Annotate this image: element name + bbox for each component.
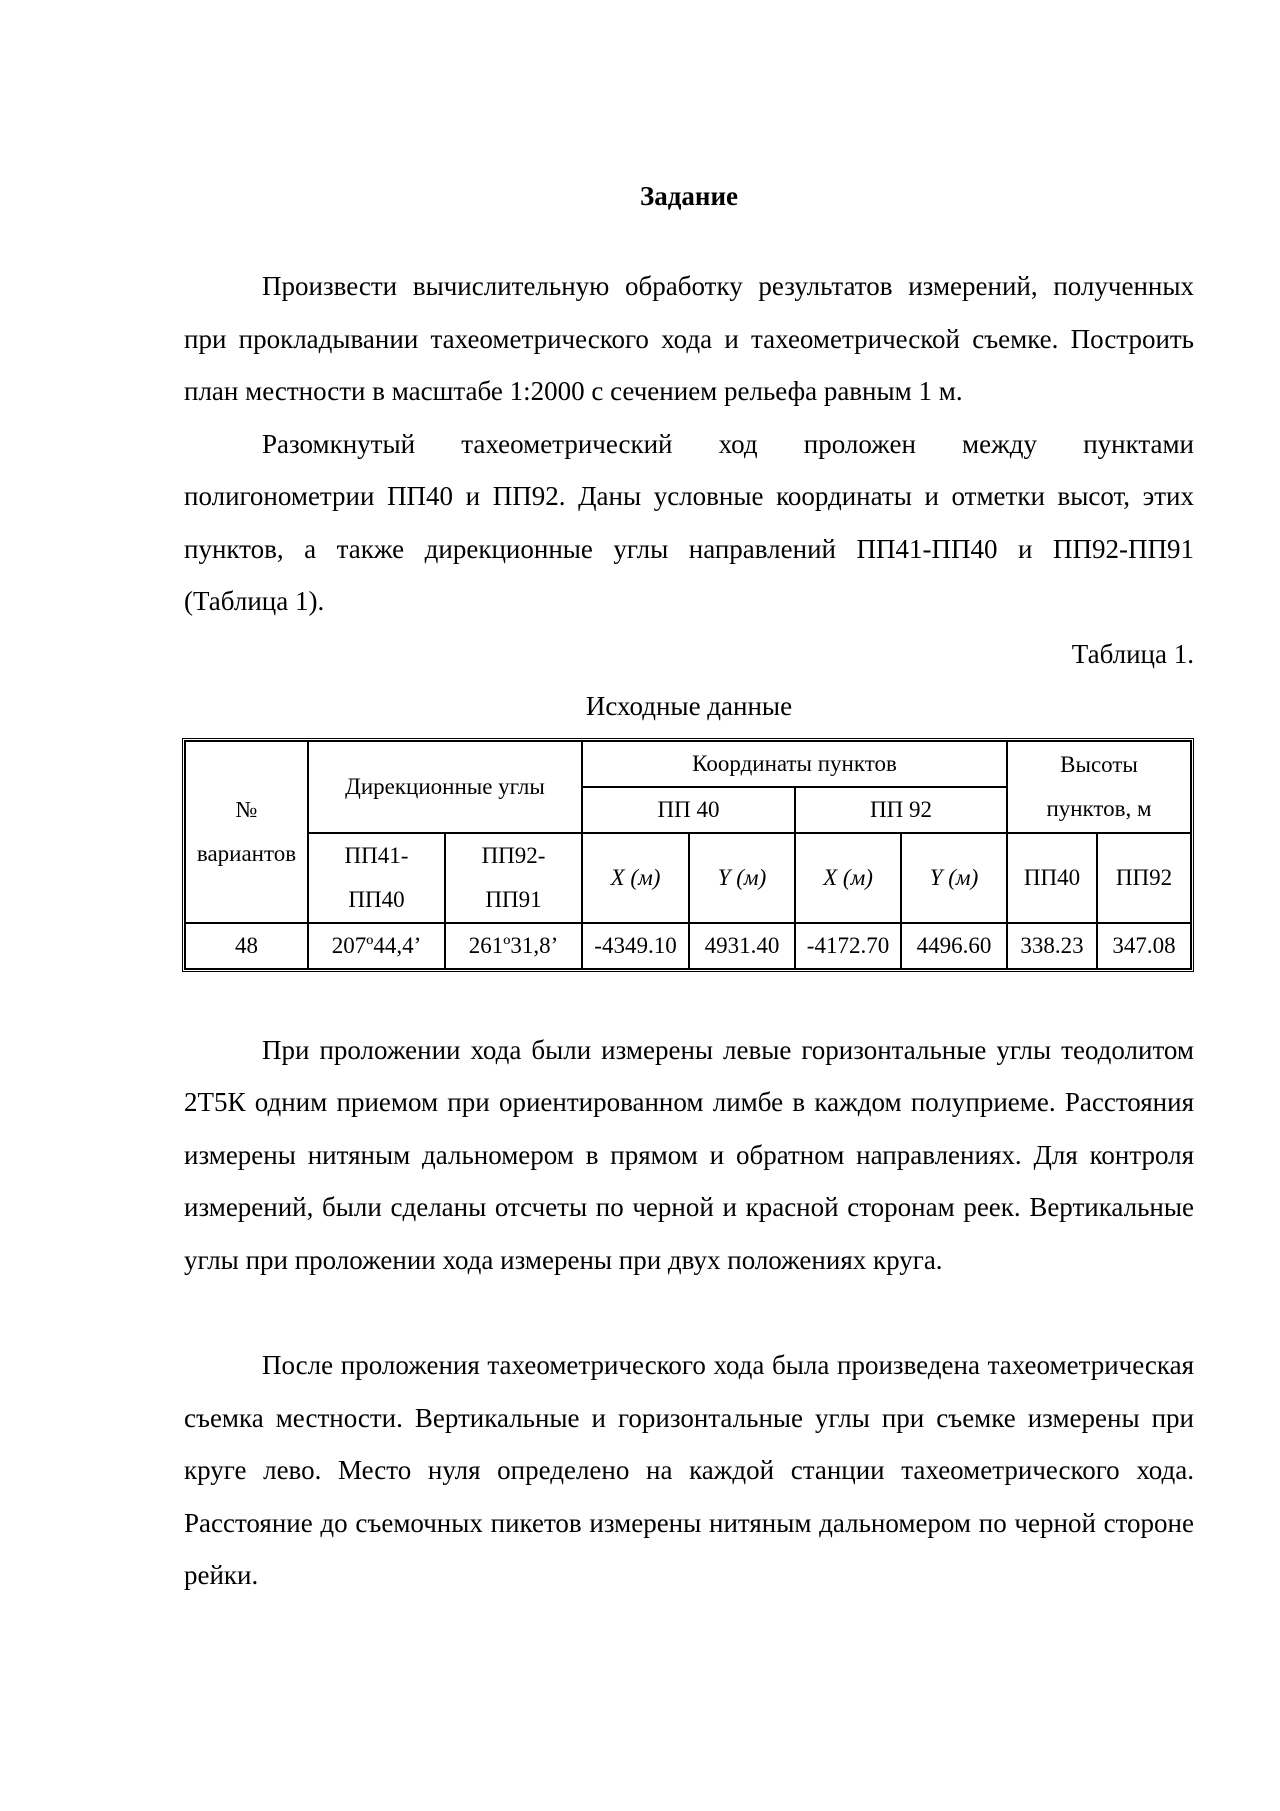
cell-variant: 48 xyxy=(185,923,308,969)
header-pp41-pp40 xyxy=(308,833,445,923)
paragraph-traverse: Разомкнутый тахеометрический ход проложен между пунктами полигонометрии ПП40 и ПП92. Даны условные координаты и отметки высот, этих пунктов, а также дирекционные углы направлений ПП41-ПП40 и ПП92-ПП91 (Таблица 1). xyxy=(184,428,1194,616)
header-heights xyxy=(1007,741,1191,833)
header-coords: Координаты пунктов xyxy=(582,741,1007,787)
document-page xyxy=(184,150,1194,1602)
header-x-pp92: X (м) xyxy=(795,833,901,923)
cell-x-pp92: -4172.70 xyxy=(795,923,901,969)
header-heights-line1: Высоты xyxy=(1060,751,1138,777)
table-caption: Исходные данные xyxy=(585,690,793,721)
header-pp92-pp91-line1: ПП92- xyxy=(481,842,546,868)
cell-height-pp40: 338.23 xyxy=(1007,923,1097,969)
header-x-pp40: X (м) xyxy=(582,833,689,923)
cell-height-pp92: 347.08 xyxy=(1097,923,1191,969)
cell-angle-pp41-pp40: 207º44,4’ xyxy=(308,923,445,969)
spacer xyxy=(184,1286,1194,1339)
header-variant-line1: № xyxy=(235,796,258,822)
paragraph-measurements: При проложении хода были измерены левые горизонтальные углы теодолитом 2Т5К одним приемом при ориентированном лимбе в каждом полуприеме. Расстояния измерены нитяным дальномером в прямом и обратном направлениях. Для контроля измерений, были сделаны отсчеты по черной и красной сторонам реек. Вертикальные углы при проложении хода измерены при двух положениях круга. xyxy=(184,1034,1194,1275)
table-header-row-3 xyxy=(185,833,1191,923)
header-y-pp40: Y (м) xyxy=(689,833,795,923)
table-row xyxy=(185,923,1191,969)
table-label: Таблица 1. xyxy=(1071,638,1194,669)
header-pp41-pp40-line2: ПП40 xyxy=(348,886,405,912)
header-pp92: ПП 92 xyxy=(795,787,1007,833)
header-variant-line2: вариантов xyxy=(196,840,297,866)
paragraph-survey: После проложения тахеометрического хода была произведена тахеометрическая съемка местности. Вертикальные и горизонтальные углы при съемке измерены при круге лево. Место нуля определено на каждой станции тахеометрического хода. Расстояние до съемочных пикетов измерены нитяным дальномером по черной стороне рейки. xyxy=(184,1350,1194,1590)
header-variant xyxy=(185,741,308,923)
cell-y-pp92: 4496.60 xyxy=(901,923,1007,969)
header-heights-line2: пунктов, м xyxy=(1046,795,1152,821)
header-height-pp92: ПП92 xyxy=(1097,833,1191,923)
spacer xyxy=(184,972,1194,1024)
header-y-pp92: Y (м) xyxy=(901,833,1007,923)
header-pp92-pp91 xyxy=(445,833,582,923)
paragraph-task: Произвести вычислительную обработку результатов измерений, полученных при прокладывании тахеометрического хода и тахеометрической съемке. Построить план местности в масштабе 1:2000 с сечением рельефа равным 1 м. xyxy=(184,271,1194,406)
cell-y-pp40: 4931.40 xyxy=(689,923,795,969)
header-pp41-pp40-line1: ПП41- xyxy=(344,842,409,868)
cell-angle-pp92-pp91: 261º31,8’ xyxy=(445,923,582,969)
source-data-table xyxy=(182,738,1194,972)
page-title: Задание xyxy=(639,181,738,211)
header-dir-angles: Дирекционные углы xyxy=(308,741,582,833)
header-pp40: ПП 40 xyxy=(582,787,795,833)
header-height-pp40: ПП40 xyxy=(1007,833,1097,923)
header-pp92-pp91-line2: ПП91 xyxy=(485,886,542,912)
table-header-row-1 xyxy=(185,741,1191,787)
cell-x-pp40: -4349.10 xyxy=(582,923,689,969)
